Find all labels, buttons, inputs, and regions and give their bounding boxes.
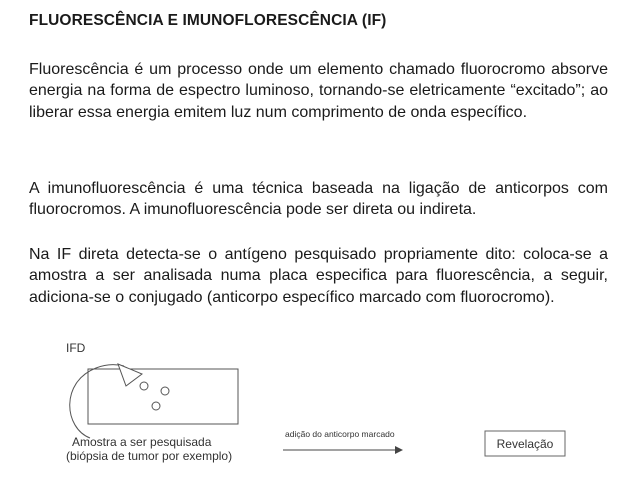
paragraph-text: Na IF direta detecta-se o antígeno pesquisado propriamente dito: coloca-se a amostra a ser analisada numa placa especifica para fluorescência, a seguir, adiciona-se o conjugado (anticorpo específico marcado com fluorocromo). xyxy=(29,246,608,306)
cell-circle xyxy=(140,382,148,390)
cell-circle xyxy=(152,402,160,410)
sample-caption-line2: (biópsia de tumor por exemplo) xyxy=(66,449,233,463)
page-title: FLUORESCÊNCIA E IMUNOFLORESCÊNCIA (IF) xyxy=(29,12,387,29)
paragraph-text: A imunofluorescência é uma técnica baseada na ligação de anticorpos com fluorocromos. A imunofluorescência pode ser direta ou indireta. xyxy=(29,180,608,219)
sample-caption-line1: Amostra a ser pesquisada xyxy=(72,435,212,449)
arrow-label: adição do anticorpo marcado xyxy=(285,429,395,439)
result-box-label: Revelação xyxy=(496,437,554,451)
sample-slide xyxy=(88,369,238,424)
cell-circle xyxy=(161,387,169,395)
figure-label: IFD xyxy=(66,341,86,355)
paragraph-fluorescence xyxy=(29,59,608,123)
paragraph-direct-if xyxy=(29,244,608,308)
ifd-diagram xyxy=(0,336,638,479)
paragraph-text: Fluorescência é um processo onde um elemento chamado fluorocromo absorve energia na forma de espectro luminoso, tornando-se eletricamente “excitado”; ao liberar essa energia emitem luz num comprimento de onda específico. xyxy=(29,61,608,121)
paragraph-immunofluorescence xyxy=(29,178,608,221)
